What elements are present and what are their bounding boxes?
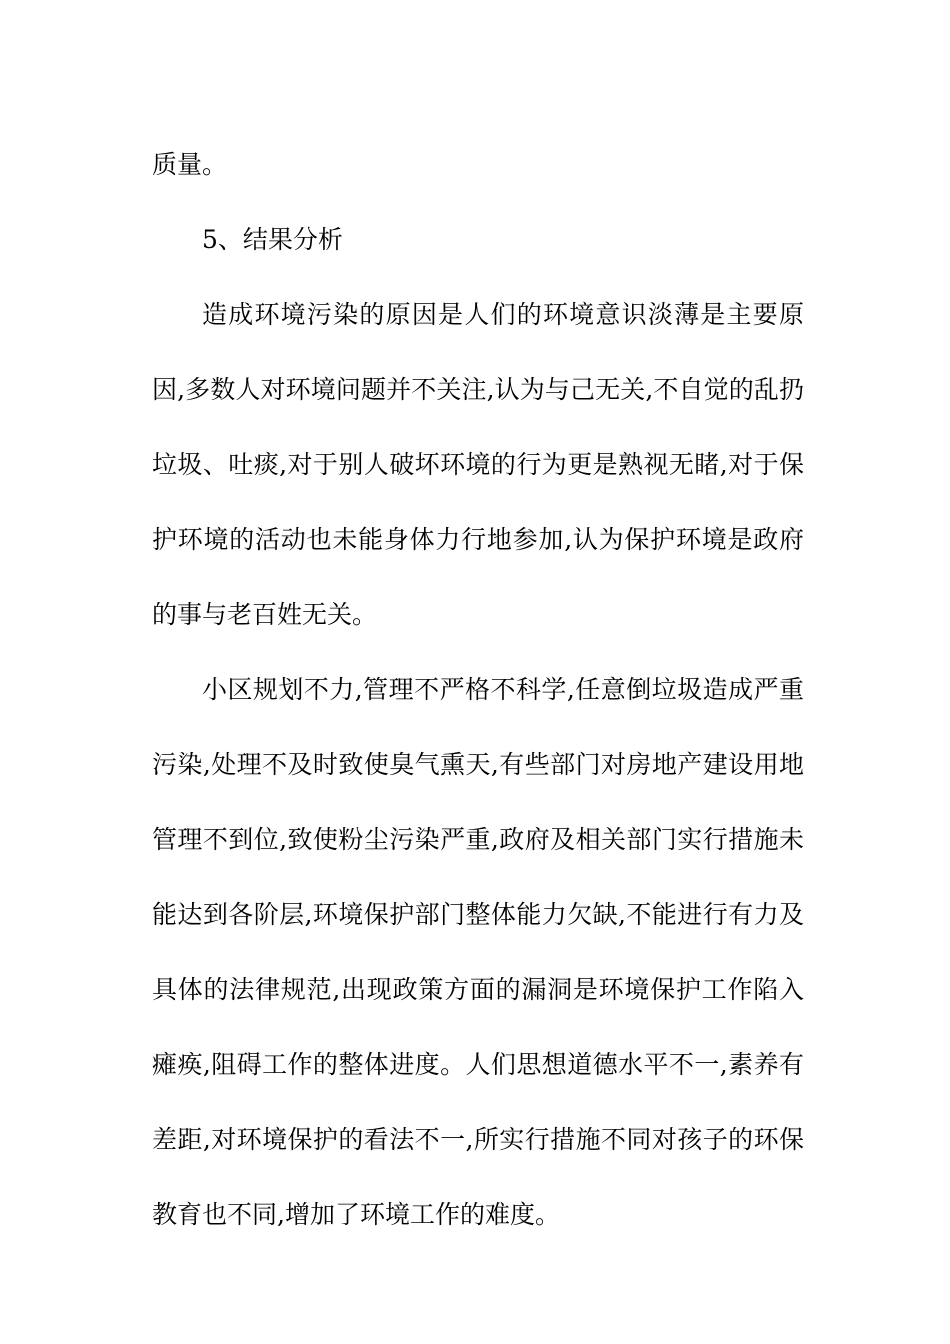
document-body <box>152 127 804 1252</box>
continuation-text: 质量。 <box>152 150 228 179</box>
paragraph-causes-awareness: 造成环境污染的原因是人们的环境意识淡薄是主要原因,多数人对环境问题并不关注,认为与己无关,不自觉的乱扔垃圾、吐痰,对于别人破坏环境的行为更是熟视无睹,对于保护环境的活动也未能身体力行地参加,认为保护环境是政府的事与老百姓无关。 <box>152 300 804 629</box>
section-heading: 5、结果分析 <box>202 225 343 254</box>
paragraph-causes-management: 小区规划不力,管理不严格不科学,任意倒垃圾造成严重污染,处理不及时致使臭气熏天,有些部门对房地产建设用地管理不到位,致使粉尘污染严重,政府及相关部门实行措施未能达到各阶层,环境保护部门整体能力欠缺,不能进行有力及具体的法律规范,出现政策方面的漏洞是环境保护工作陷入瘫痪,阻碍工作的整体进度。人们思想道德水平不一,素养有差距,对环境保护的看法不一,所实行措施不同对孩子的环保教育也不同,增加了环境工作的难度。 <box>152 675 804 1229</box>
